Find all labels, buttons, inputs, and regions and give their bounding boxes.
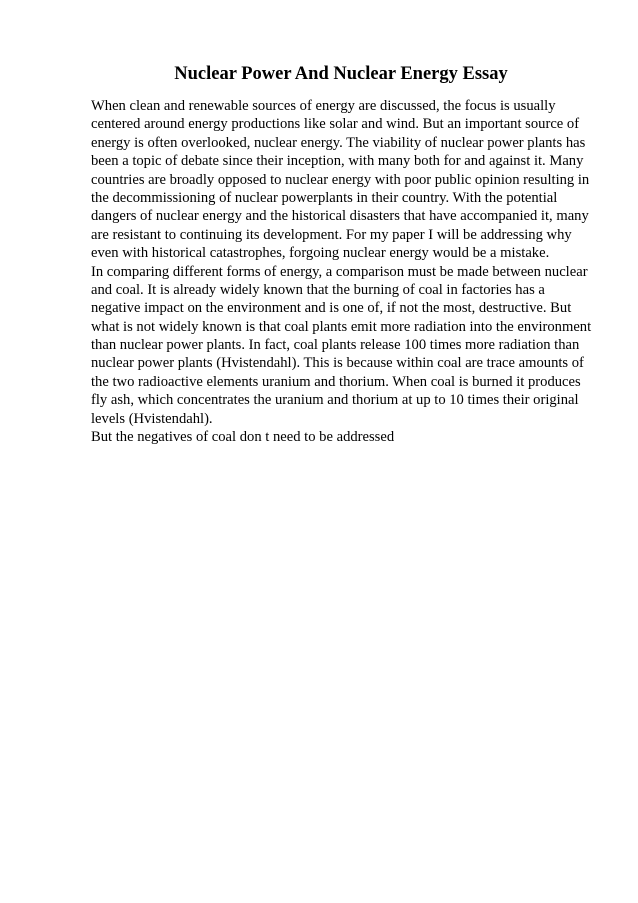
text-line: levels (Hvistendahl). <box>91 410 213 427</box>
text-line: even with historical catastrophes, forgoing nuclear energy would be a mistake. <box>91 245 550 262</box>
text-line: than nuclear power plants. In fact, coal plants release 100 times more radiation than <box>91 337 580 354</box>
text-line: fly ash, which concentrates the uranium and thorium at up to 10 times their original <box>91 392 579 409</box>
text-line: the decommissioning of nuclear powerplants in their country. With the potential <box>91 189 558 206</box>
text-line: what is not widely known is that coal plants emit more radiation into the environment <box>91 318 592 335</box>
text-line: nuclear power plants (Hvistendahl). This is because within coal are trace amounts of <box>91 355 584 372</box>
text-line: But the negatives of coal don t need to be addressed <box>91 429 395 446</box>
essay-body <box>91 97 611 446</box>
text-line: negative impact on the environment and is one of, if not the most, destructive. But <box>91 300 572 317</box>
text-line: been a topic of debate since their inception, with many both for and against it. Many <box>91 153 584 170</box>
text-line: In comparing different forms of energy, a comparison must be made between nuclear <box>91 263 588 280</box>
text-line: When clean and renewable sources of energy are discussed, the focus is usually <box>91 98 556 114</box>
document-title: Nuclear Power And Nuclear Energy Essay <box>174 64 508 84</box>
text-line: countries are broadly opposed to nuclear energy with poor public opinion resulting in <box>91 171 590 188</box>
text-line: centered around energy productions like solar and wind. But an important source of <box>91 116 580 133</box>
text-line: energy is often overlooked, nuclear energy. The viability of nuclear power plants has <box>91 134 586 151</box>
text-line: the two radioactive elements uranium and thorium. When coal is burned it produces <box>91 373 581 390</box>
text-line: dangers of nuclear energy and the historical disasters that have accompanied it, many <box>91 208 589 225</box>
text-line: and coal. It is already widely known that the burning of coal in factories has a <box>91 281 545 298</box>
text-line: are resistant to continuing its development. For my paper I will be addressing why <box>91 226 572 243</box>
